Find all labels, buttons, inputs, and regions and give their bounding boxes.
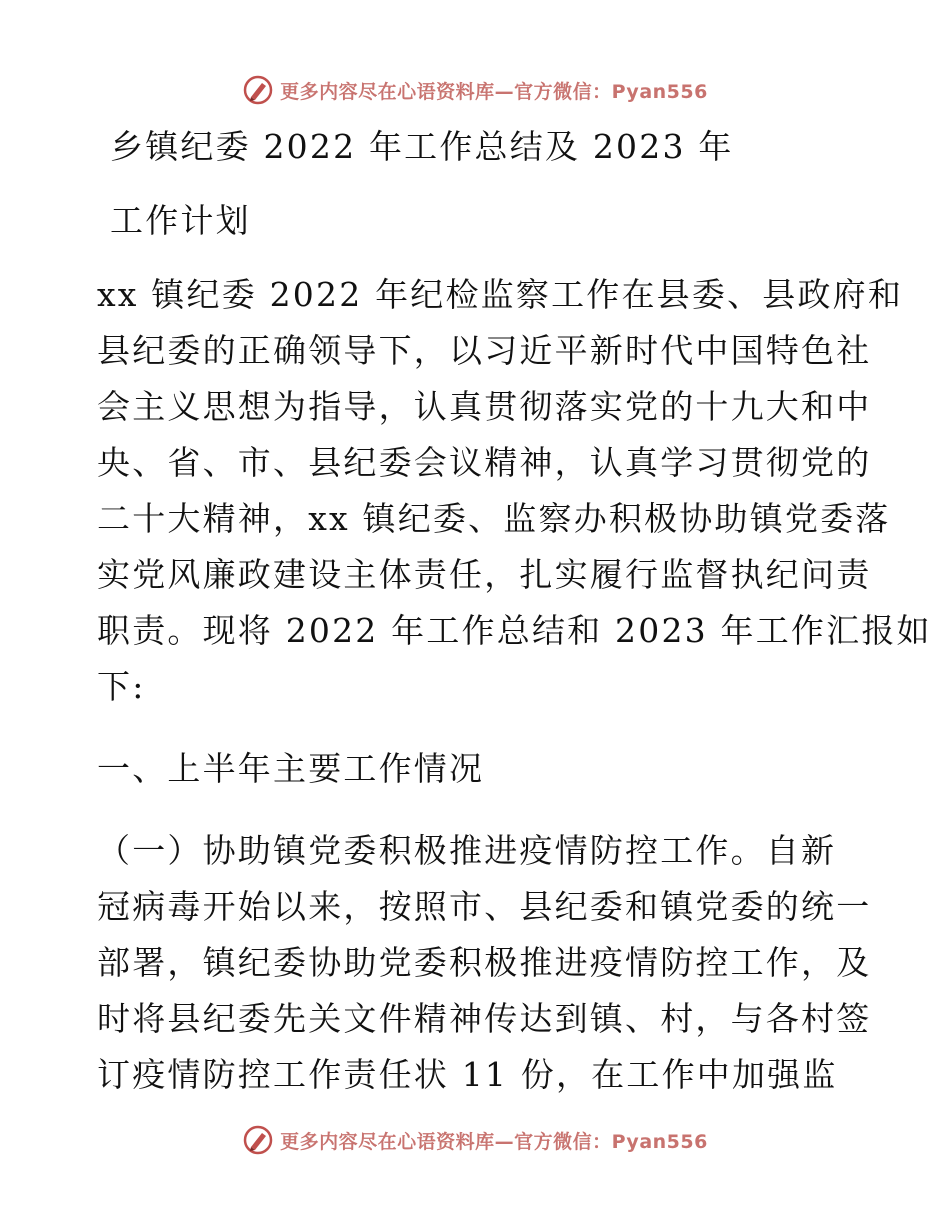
paragraph-line: （一）协助镇党委积极推进疫情防控工作。自新 <box>97 831 837 870</box>
paragraph-line: 下: <box>97 667 146 706</box>
paragraph-line: 职责。现将 2022 年工作总结和 2023 年工作汇报如 <box>97 611 932 650</box>
footer-watermark-text: 更多内容尽在心语资料库—官方微信：Pyan556 <box>280 1130 708 1153</box>
pen-logo-icon <box>242 1124 274 1156</box>
header-watermark <box>0 70 950 110</box>
paragraph-line: 县纪委的正确领导下，以习近平新时代中国特色社 <box>97 331 872 370</box>
header-watermark-text: 更多内容尽在心语资料库—官方微信：Pyan556 <box>280 80 708 103</box>
paragraph-line: 二十大精神，xx 镇纪委、监察办积极协助镇党委落 <box>97 499 891 538</box>
paragraph-line: 部署，镇纪委协助党委积极推进疫情防控工作，及 <box>97 943 872 982</box>
paragraph-line: 订疫情防控工作责任状 11 份，在工作中加强监 <box>97 1055 838 1094</box>
pen-logo-icon <box>242 74 274 106</box>
paragraph-line: 冠病毒开始以来，按照市、县纪委和镇党委的统一 <box>97 887 872 926</box>
paragraph-line: 实党风廉政建设主体责任，扎实履行监督执纪问责 <box>97 555 872 594</box>
section-heading: 一、上半年主要工作情况 <box>97 749 485 788</box>
paragraph-line: xx 镇纪委 2022 年纪检监察工作在县委、县政府和 <box>97 275 904 314</box>
footer-watermark <box>0 1120 950 1160</box>
document-title: 乡镇纪委 2022 年工作总结及 2023 年 <box>110 127 734 166</box>
paragraph-line: 央、省、市、县纪委会议精神，认真学习贯彻党的 <box>97 443 872 482</box>
paragraph-line: 时将县纪委先关文件精神传达到镇、村，与各村签 <box>97 999 872 1038</box>
paragraph-line: 会主义思想为指导，认真贯彻落实党的十九大和中 <box>97 387 872 426</box>
document-title-continued: 工作计划 <box>110 201 251 240</box>
